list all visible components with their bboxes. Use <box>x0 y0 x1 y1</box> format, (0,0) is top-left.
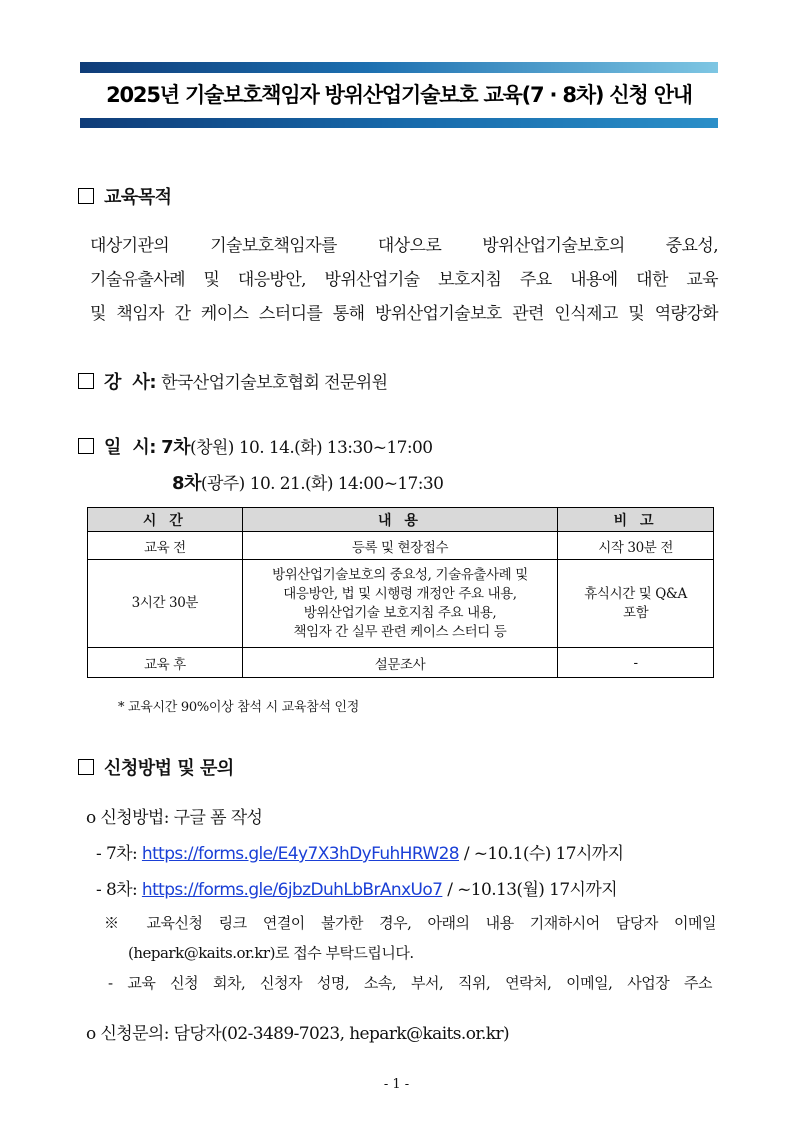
table-row <box>88 648 714 678</box>
cell-content-line: 대응방안, 법 및 시행령 개정안 주요 내용, <box>283 585 517 602</box>
purpose-line-3: 및 책임자 간 케이스 스터디를 통해 방위산업기술보호 관련 인식제고 및 역량강화 <box>90 304 718 324</box>
schedule-table <box>87 507 714 678</box>
apply-deadline-8: / ~10.13(월) 17시까지 <box>442 880 618 900</box>
session-7-detail: 10. 14.(화) 13:30~17:00 <box>238 438 433 458</box>
cell-content: 등록 및 현장접수 <box>242 532 557 560</box>
apply-link-prefix: - 7차: <box>96 844 142 864</box>
apply-fields-line: - 교육 신청 회차, 신청자 성명, 소속, 부서, 직위, 연락처, 이메일, 사업장 주소 <box>108 974 712 992</box>
apply-link-line-7 <box>96 839 623 864</box>
cell-note-line: 포함 <box>622 604 649 621</box>
checkbox-square-icon <box>78 438 94 454</box>
apply-link-prefix: - 8차: <box>96 880 142 900</box>
cell-time: 교육 전 <box>88 532 243 560</box>
section-purpose-heading <box>78 183 172 209</box>
instructor-value: 한국산업기술보호협회 전문위원 <box>161 373 388 393</box>
page-number: - 1 - <box>383 1077 410 1092</box>
title-top-bar <box>80 62 718 73</box>
section-instructor-label: 강 사 <box>104 372 150 393</box>
session-7-round: 7차 <box>161 437 191 458</box>
cell-content: 설문조사 <box>242 648 557 678</box>
table-row <box>88 560 714 648</box>
table-header-time: 시 간 <box>88 508 243 532</box>
title-banner <box>80 62 718 128</box>
form-link-7[interactable]: https://forms.gle/E4y7X3hDyFuhHRW28 <box>141 844 460 864</box>
cell-content <box>242 560 557 648</box>
table-footnote: * 교육시간 90%이상 참석 시 교육참석 인정 <box>118 700 360 715</box>
session-8-detail: 10. 21.(화) 14:00~17:30 <box>249 474 444 494</box>
purpose-line-2: 기술유출사례 및 대응방안, 방위산업기술 보호지침 주요 내용에 대한 교육 <box>90 270 718 290</box>
cell-content-line: 방위산업기술 보호지침 주요 내용, <box>303 604 497 621</box>
section-purpose-label: 교육목적 <box>104 187 172 208</box>
session-7-place: (창원) <box>190 438 234 458</box>
cell-note: 시작 30분 전 <box>558 532 714 560</box>
checkbox-square-icon <box>78 759 94 775</box>
cell-content-line: 책임자 간 실무 관련 케이스 스터디 등 <box>293 623 507 640</box>
cell-note: - <box>558 648 714 678</box>
apply-method: o 신청방법: 구글 폼 작성 <box>86 808 263 828</box>
cell-note <box>558 560 714 648</box>
page-title: 2025년 기술보호책임자 방위산업기술보호 교육(7 · 8차) 신청 안내 <box>106 83 692 107</box>
section-schedule-label: 일 시: <box>104 437 157 458</box>
form-link-8[interactable]: https://forms.gle/6jbzDuhLbBrAnxUo7 <box>141 880 443 900</box>
apply-contact: o 신청문의: 담당자(02-3489-7023, hepark@kaits.or.kr) <box>86 1024 510 1044</box>
apply-notice-line-2: (hepark@kaits.or.kr)로 접수 부탁드립니다. <box>128 944 414 962</box>
session-8-round: 8차 <box>172 473 201 494</box>
apply-link-line-8 <box>96 875 617 900</box>
section-apply-heading <box>78 754 234 780</box>
apply-notice-line-1: ※ 교육신청 링크 연결이 불가한 경우, 아래의 내용 기재하시어 담당자 이메일 <box>104 914 716 932</box>
cell-content-line: 방위산업기술보호의 중요성, 기술유출사례 및 <box>272 566 528 583</box>
checkbox-square-icon <box>78 373 94 389</box>
title-bottom-bar <box>80 118 718 128</box>
section-apply-label: 신청방법 및 문의 <box>104 758 234 779</box>
checkbox-square-icon <box>78 188 94 204</box>
table-row <box>88 532 714 560</box>
table-header-content: 내 용 <box>242 508 557 532</box>
section-instructor: 강 사: 한국산업기술보호협회 전문위원 <box>78 368 387 394</box>
cell-note-line: 휴식시간 및 Q&A <box>584 585 687 602</box>
cell-time: 3시간 30분 <box>88 560 243 648</box>
apply-deadline-7: / ~10.1(수) 17시까지 <box>459 844 624 864</box>
cell-time: 교육 후 <box>88 648 243 678</box>
table-header-note: 비 고 <box>558 508 714 532</box>
table-header-row <box>88 508 714 532</box>
purpose-line-1: 대상기관의 기술보호책임자를 대상으로 방위산업기술보호의 중요성, <box>90 236 718 256</box>
section-schedule <box>78 433 432 459</box>
session-8-place: (광주) <box>200 474 245 494</box>
session-8-line <box>172 469 443 495</box>
